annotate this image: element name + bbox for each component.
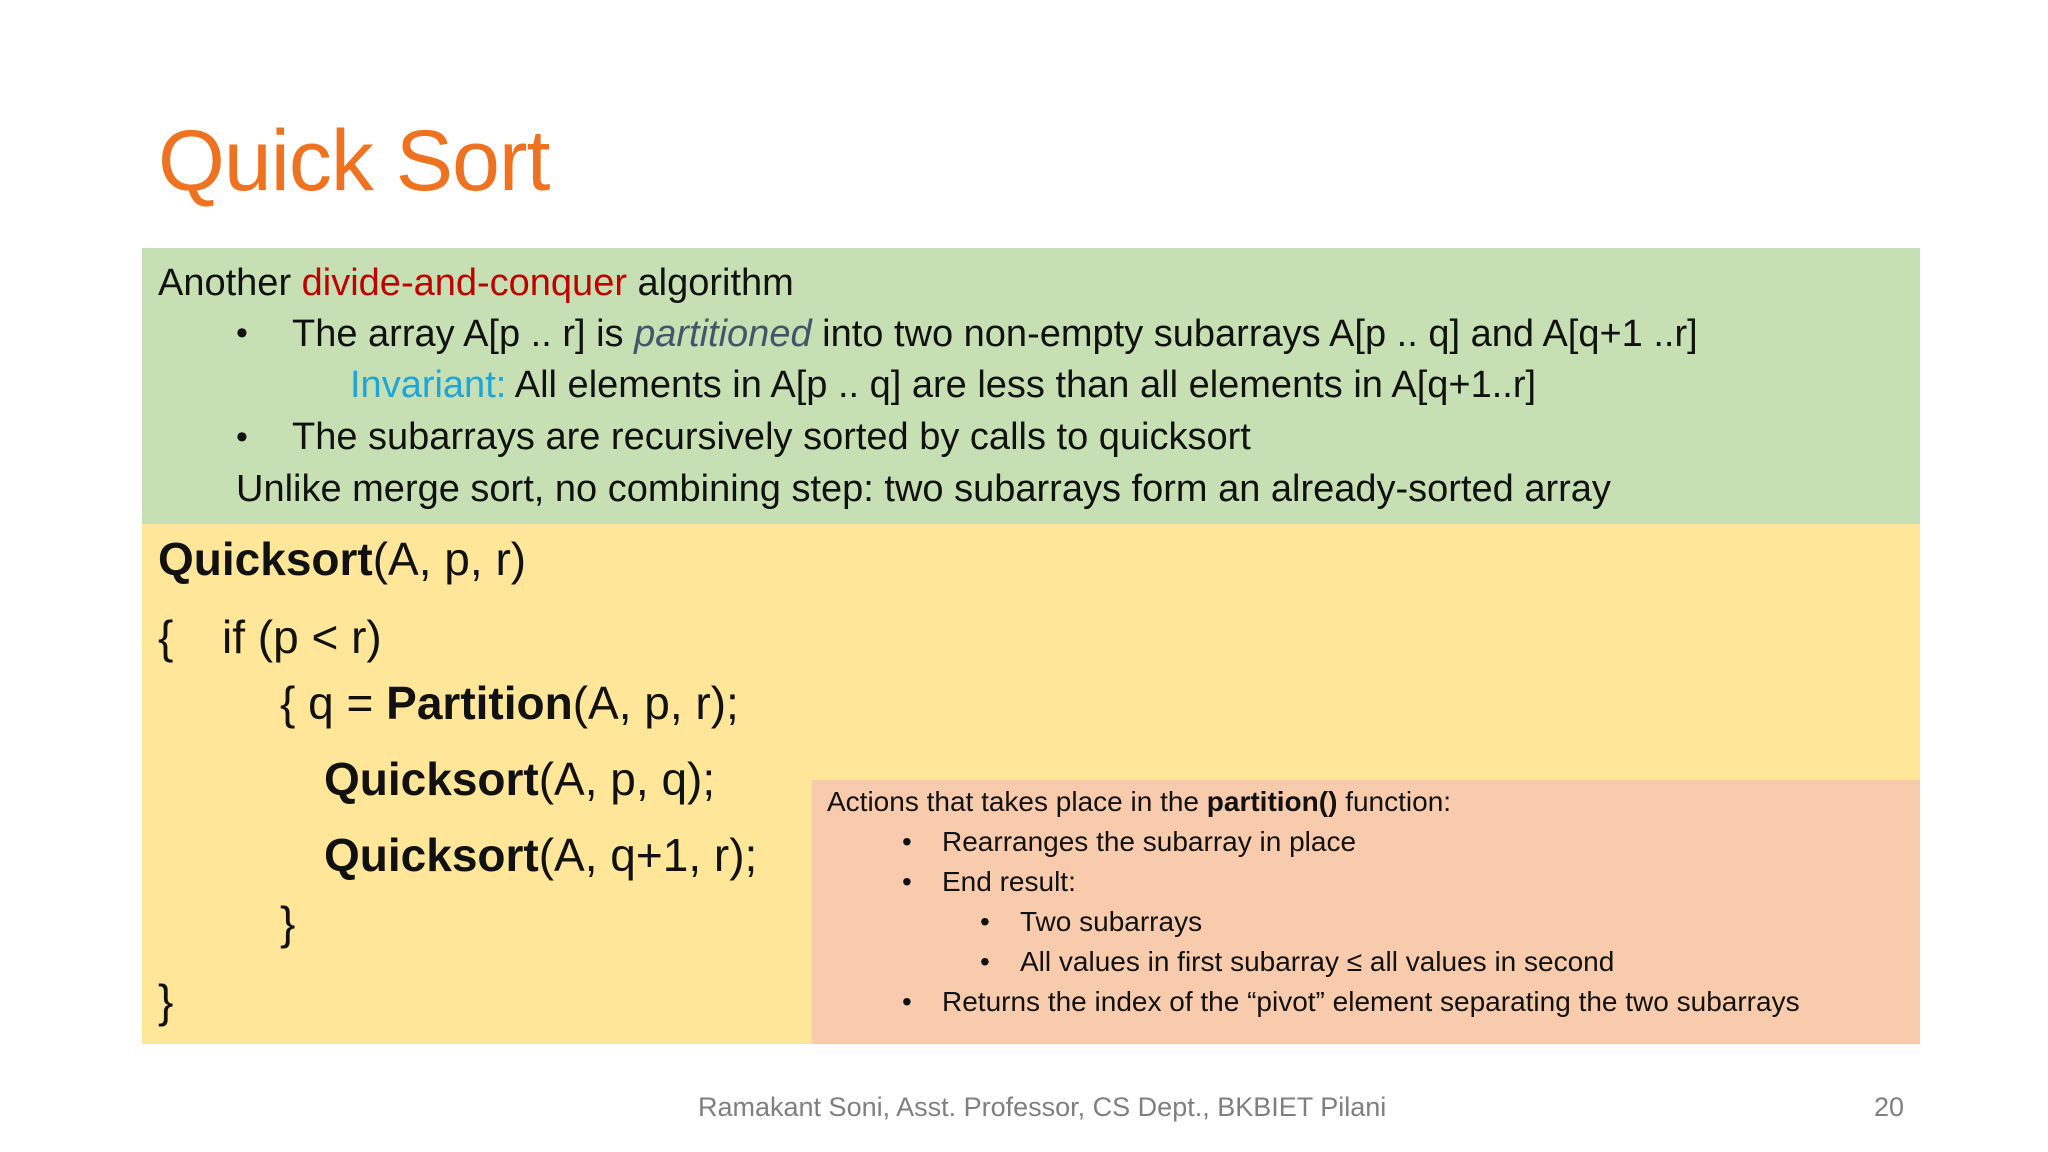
partition-bullet-1-dot: • [902, 826, 912, 857]
unlike-line: Unlike merge sort, no combining step: two subarrays form an already-sorted array [236, 468, 1611, 510]
partition-bullet-2: End result: [942, 866, 1076, 897]
slide-title: Quick Sort [158, 113, 550, 209]
intro-highlight: divide-and-conquer [301, 262, 627, 304]
footer-credit: Ramakant Soni, Asst. Professor, CS Dept., BKBIET Pilani [698, 1092, 1387, 1122]
bullet-2-dot: • [236, 418, 248, 456]
partition-heading [827, 788, 1451, 816]
code-args: (A, p, r) [372, 533, 527, 585]
code-line-5 [324, 829, 758, 881]
invariant-text: All elements in A[p .. q] are less than all elements in A[q+1..r] [506, 364, 1537, 406]
intro-line [158, 264, 794, 302]
partition-bullet-2-dot: • [902, 866, 912, 897]
partition-bullet-3: Returns the index of the “pivot” element separating the two subarrays [942, 986, 1800, 1017]
bullet-1-dot: • [236, 314, 248, 352]
code-partition-fn: Partition [386, 677, 573, 729]
partition-heading-post: function: [1337, 786, 1452, 817]
code-line-4 [324, 753, 716, 805]
partition-bullet-1: Rearranges the subarray in place [942, 826, 1357, 857]
partition-heading-bold: partition() [1206, 786, 1338, 817]
code-quicksort-fn: Quicksort [324, 753, 539, 805]
code-line-2-brace: { [158, 611, 174, 663]
partition-heading-pre: Actions that takes place in the [827, 786, 1207, 817]
code-quicksort-fn: Quicksort [324, 829, 539, 881]
partition-subbullet-1: Two subarrays [1020, 906, 1203, 937]
bullet-1-text [292, 315, 1698, 353]
bullet-1-post: into two non-empty subarrays A[p .. q] and A[q+1 ..r] [811, 313, 1698, 355]
code-line-2-if: if (p < r) [222, 611, 382, 663]
code-line-3 [280, 677, 739, 729]
page-number: 20 [1874, 1092, 1905, 1122]
intro-prefix: Another [158, 262, 302, 304]
code-assign: { q = [280, 677, 387, 729]
invariant-line [350, 366, 1536, 404]
invariant-label: Invariant: [350, 364, 507, 406]
partition-bullet-3-dot: • [902, 986, 912, 1017]
code-line-7: } [158, 975, 174, 1027]
bullet-2-text: The subarrays are recursively sorted by calls to quicksort [292, 416, 1251, 458]
partition-subbullet-2-dot: • [980, 946, 990, 977]
code-args: (A, p, q); [538, 753, 716, 805]
partition-subbullet-1-dot: • [980, 906, 990, 937]
bullet-1-pre: The array A[p .. r] is [292, 313, 635, 355]
code-quicksort-fn: Quicksort [158, 533, 373, 585]
intro-suffix: algorithm [626, 262, 794, 304]
bullet-1-italic: partitioned [634, 313, 812, 355]
partition-subbullet-2: All values in first subarray ≤ all values in second [1020, 946, 1615, 977]
code-args: (A, q+1, r); [538, 829, 758, 881]
code-line-1 [158, 533, 527, 585]
code-args: (A, p, r); [572, 677, 739, 729]
code-line-6: } [280, 897, 296, 949]
